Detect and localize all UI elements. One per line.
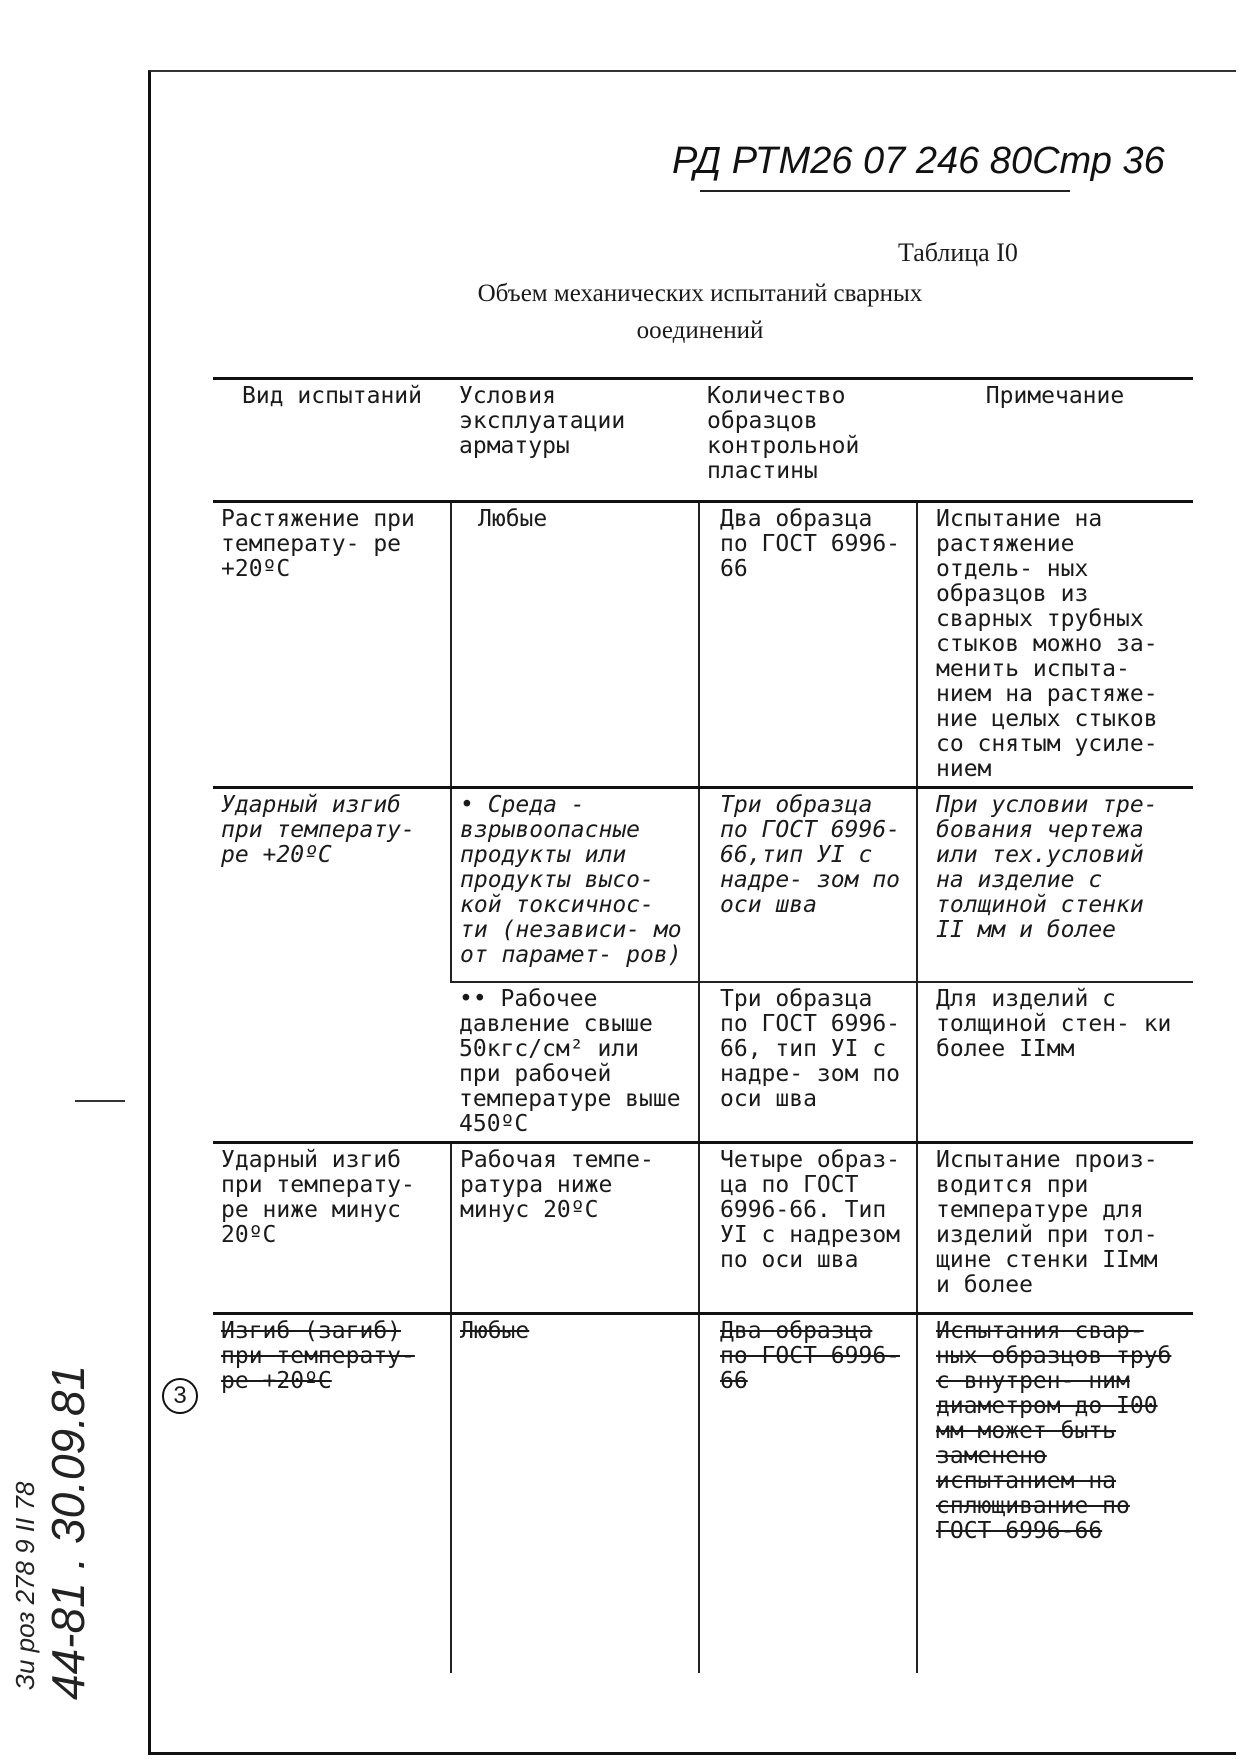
col-header-samples: Количество образцов контрольной пластины	[699, 379, 917, 502]
cell-samples: Три образца по ГОСТ 6996-66, тип УI с надре- зом по оси шва	[699, 982, 917, 1143]
table-label: Таблица I0	[898, 238, 1018, 267]
col-header-conditions: Условия эксплуатации арматуры	[451, 379, 699, 502]
table-row	[213, 788, 1193, 983]
cell-test: Ударный изгиб при температу- ре +20ºС	[213, 788, 451, 1143]
revision-marker: 3	[162, 1378, 198, 1414]
tests-table	[213, 377, 1193, 1673]
table-title	[410, 275, 990, 349]
cell-conditions: Любые	[451, 502, 699, 788]
cell-samples: Два образца по ГОСТ 6996-66	[699, 1314, 917, 1674]
cell-conditions: Рабочая темпе- ратура ниже минус 20ºС	[451, 1143, 699, 1314]
code-underline	[700, 190, 1070, 192]
cell-test: Ударный изгиб при температу- ре ниже минус 20ºС	[213, 1143, 451, 1314]
margin-note-line-2: 44-81 . 30.09.81	[42, 1364, 94, 1700]
cell-note: Испытание произ- водится при температуре для изделий при тол- щине стенки IIмм и более	[917, 1143, 1193, 1314]
cell-samples: Два образца по ГОСТ 6996-66	[699, 502, 917, 788]
cell-test: Растяжение при температу- ре +20ºС	[221, 506, 415, 582]
title-line-2: ооединений	[636, 317, 764, 344]
cell-test: Изгиб (загиб) при температу- ре +20ºС	[213, 1314, 451, 1674]
table-row	[213, 1143, 1193, 1314]
col-header-note: Примечание	[917, 379, 1193, 502]
cell-conditions: •• Рабочее давление свыше 50кгс/см² или при рабочей температуре выше 450ºС	[451, 982, 699, 1143]
cell-note: При условии тре- бования чертежа или тех.условий на изделие с толщиной стенки II мм и более	[917, 788, 1193, 983]
cell-note: Испытания свар- ных образцов труб с внутрен- ним диаметром до I00 мм может быть заменено испытанием на сплющивание по ГОСТ 6996-66	[917, 1314, 1193, 1674]
cell-conditions: Любые	[451, 1314, 699, 1674]
cell-note: Для изделий с толщиной стен- ки более IIмм	[917, 982, 1193, 1143]
cell-samples: Три образца по ГОСТ 6996-66,тип УI с надре- зом по оси шва	[699, 788, 917, 983]
cell-note: Испытание на растяжение отдель- ных образцов из сварных трубных стыков можно за- менить испыта- нием на растяже- ние целых стыков со снятым усиле- нием	[917, 502, 1193, 788]
margin-note-line-1: Зи роз 278 9 II 78	[10, 1481, 40, 1690]
table-header-row	[213, 379, 1193, 502]
col-header-test-type: Вид испытаний	[213, 379, 451, 502]
cell-samples: Четыре образ- ца по ГОСТ 6996-66. Тип УI с надрезом по оси шва	[699, 1143, 917, 1314]
title-line-1: Объем механических испытаний сварных	[477, 280, 923, 307]
margin-handwritten-note	[10, 1365, 95, 1700]
document-code: РД РТМ26 07 246 80Стр 36	[672, 140, 1165, 182]
margin-dash	[75, 1100, 125, 1102]
table-row	[213, 502, 1193, 788]
cell-conditions: • Среда - взрывоопасные продукты или продукты высо- кой токсичнос- ти (независи- мо от парамет- ров)	[451, 788, 699, 983]
table-row	[213, 1314, 1193, 1674]
